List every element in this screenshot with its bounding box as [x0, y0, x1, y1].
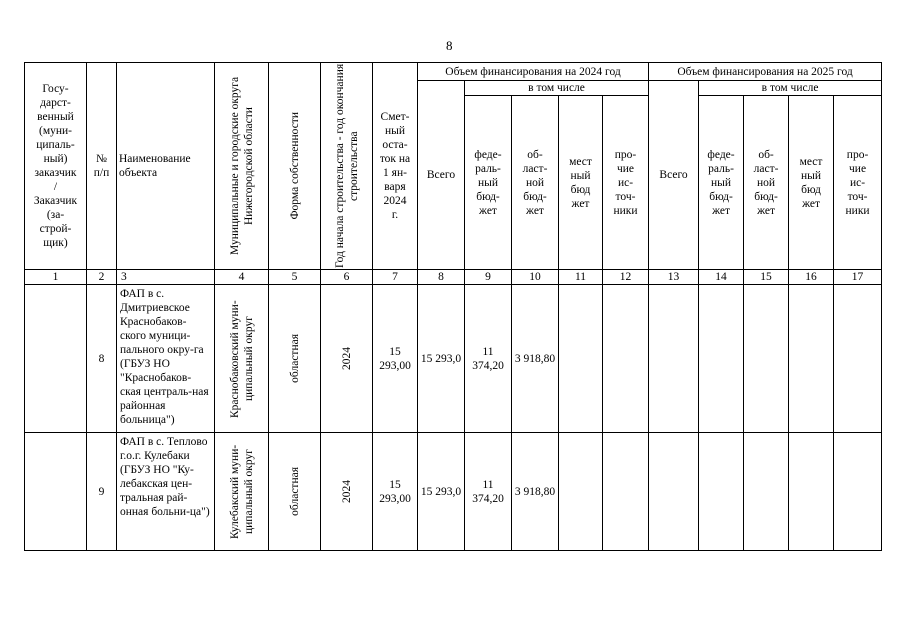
- cell-municipality: Кулебакский муни-ципальный округ: [215, 433, 269, 551]
- header-other-2024: про- чие ис- точ- ники: [603, 96, 649, 270]
- cell-other-2024: [603, 285, 649, 433]
- cell-regional-2024: 3 918,80: [512, 285, 559, 433]
- cell-regional-2025: [744, 433, 789, 551]
- cell-ownership: областная: [269, 433, 321, 551]
- header-years: Год начала строительства - год окончания строительства: [321, 63, 373, 270]
- cell-total-2025: [649, 285, 699, 433]
- cell-total-2024: 15 293,0: [418, 433, 465, 551]
- column-number: 16: [789, 270, 834, 285]
- header-total-2025: Всего: [649, 81, 699, 270]
- cell-num: 8: [87, 285, 117, 433]
- header-estimate: Смет- ный оста- ток на 1 ян- варя 2024 г.: [373, 63, 418, 270]
- cell-object-name: ФАП в с. Теплово г.о.г. Кулебаки (ГБУЗ НО "Ку-лебакская цен-тральная рай-онная больни-ца"): [117, 433, 215, 551]
- header-fin-2025: Объем финансирования на 2025 год: [649, 63, 882, 81]
- cell-total-2025: [649, 433, 699, 551]
- cell-regional-2025: [744, 285, 789, 433]
- table-row: [25, 433, 882, 551]
- table-row: [25, 285, 882, 433]
- header-ownership: Форма собственности: [269, 63, 321, 270]
- page-number: 8: [446, 38, 453, 53]
- header-local-2024: мест ный бюд жет: [559, 96, 603, 270]
- column-numbers-row: [25, 270, 882, 285]
- column-number: 3: [117, 270, 215, 285]
- column-number: 8: [418, 270, 465, 285]
- cell-year: 2024: [321, 433, 373, 551]
- cell-federal-2024: 11 374,20: [465, 433, 512, 551]
- cell-local-2024: [559, 285, 603, 433]
- cell-other-2025: [834, 433, 882, 551]
- cell-total-2024: 15 293,0: [418, 285, 465, 433]
- cell-estimate: 15 293,00: [373, 285, 418, 433]
- column-number: 6: [321, 270, 373, 285]
- financing-table: [24, 62, 882, 551]
- column-number: 17: [834, 270, 882, 285]
- cell-object-name: ФАП в с. Дмитриевское Краснобаков-ского муници-пального окру-га (ГБУЗ НО "Краснобаков-ская централь-ная районная больница"): [117, 285, 215, 433]
- header-federal-2024: феде- раль- ный бюд- жет: [465, 96, 512, 270]
- cell-customer: [25, 433, 87, 551]
- column-number: 7: [373, 270, 418, 285]
- header-including-2024: в том числе: [465, 81, 649, 96]
- cell-local-2025: [789, 285, 834, 433]
- cell-ownership: областная: [269, 285, 321, 433]
- column-number: 2: [87, 270, 117, 285]
- header-including-2025: в том числе: [699, 81, 882, 96]
- cell-federal-2025: [699, 433, 744, 551]
- header-num: № п/п: [87, 63, 117, 270]
- column-number: 13: [649, 270, 699, 285]
- cell-municipality: Краснобаковский муни-ципальный округ: [215, 285, 269, 433]
- column-number: 1: [25, 270, 87, 285]
- column-number: 11: [559, 270, 603, 285]
- header-local-2025: мест ный бюд жет: [789, 96, 834, 270]
- cell-other-2025: [834, 285, 882, 433]
- column-number: 15: [744, 270, 789, 285]
- header-other-2025: про- чие ис- точ- ники: [834, 96, 882, 270]
- cell-estimate: 15 293,00: [373, 433, 418, 551]
- cell-regional-2024: 3 918,80: [512, 433, 559, 551]
- header-customer: Госу- дарст- венный (муни- ципаль- ный) заказчик / Заказчик (за- строй- щик): [25, 63, 87, 270]
- header-federal-2025: феде- раль- ный бюд- жет: [699, 96, 744, 270]
- column-number: 9: [465, 270, 512, 285]
- cell-other-2024: [603, 433, 649, 551]
- header-fin-2024: Объем финансирования на 2024 год: [418, 63, 649, 81]
- cell-customer: [25, 285, 87, 433]
- cell-local-2025: [789, 433, 834, 551]
- column-number: 14: [699, 270, 744, 285]
- cell-year: 2024: [321, 285, 373, 433]
- header-regional-2025: об- ласт- ной бюд- жет: [744, 96, 789, 270]
- cell-federal-2025: [699, 285, 744, 433]
- header-municipality: Муниципальные и городские округа Нижегородской области: [215, 63, 269, 270]
- header-regional-2024: об- ласт- ной бюд- жет: [512, 96, 559, 270]
- cell-num: 9: [87, 433, 117, 551]
- cell-local-2024: [559, 433, 603, 551]
- column-number: 10: [512, 270, 559, 285]
- column-number: 12: [603, 270, 649, 285]
- column-number: 5: [269, 270, 321, 285]
- cell-federal-2024: 11 374,20: [465, 285, 512, 433]
- column-number: 4: [215, 270, 269, 285]
- header-name: Наименование объекта: [117, 63, 215, 270]
- header-total-2024: Всего: [418, 81, 465, 270]
